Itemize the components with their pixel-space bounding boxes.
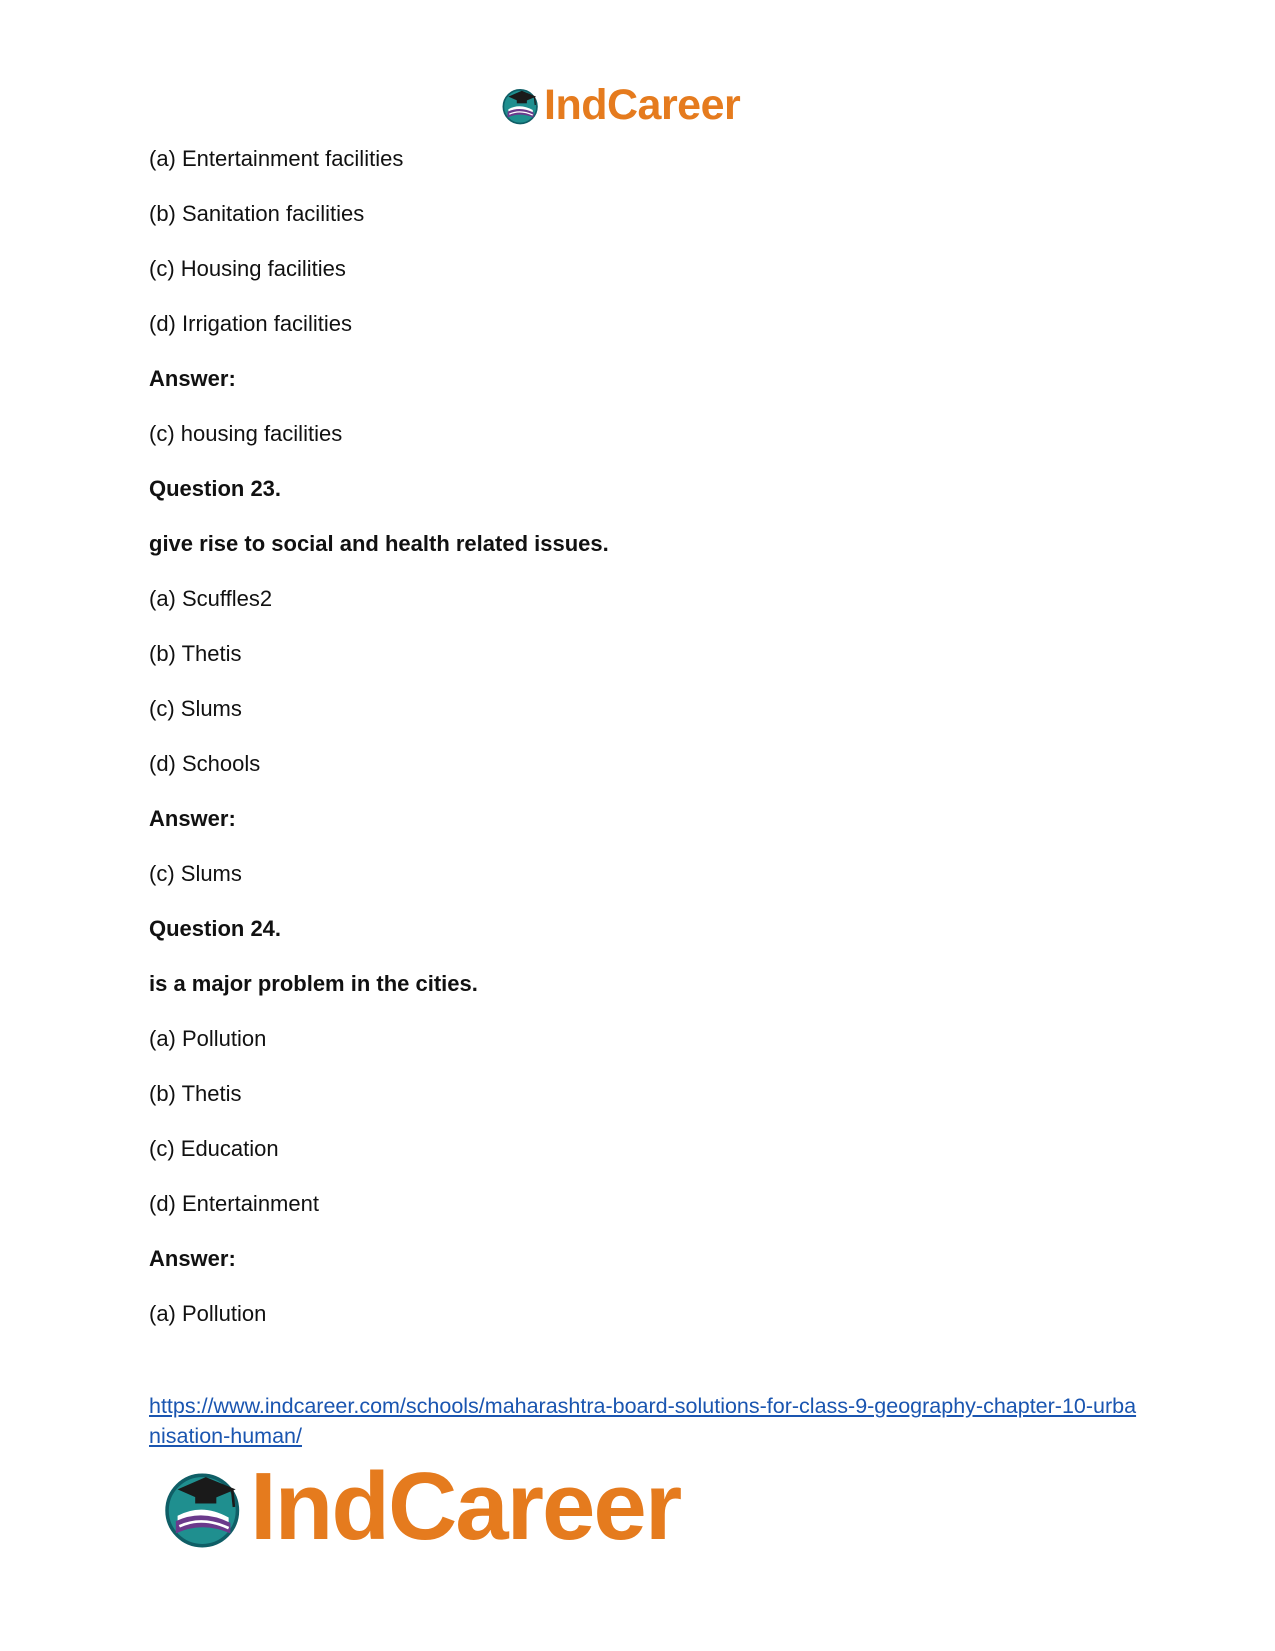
logo-wordmark: IndCareer xyxy=(250,1453,681,1560)
option-line: (b) Thetis xyxy=(149,1081,242,1106)
option-line: (d) Entertainment xyxy=(149,1191,319,1216)
option-line: (c) Housing facilities xyxy=(149,256,346,281)
option-line: (a) Pollution xyxy=(149,1301,267,1326)
answer-label: Answer: xyxy=(149,806,236,831)
globe-mortarboard-book-icon xyxy=(500,84,542,126)
answer-label: Answer: xyxy=(149,1246,236,1271)
logo-wordmark: IndCareer xyxy=(544,80,741,129)
option-line: (c) Slums xyxy=(149,861,242,886)
answer-label: Answer: xyxy=(149,366,236,391)
document-body xyxy=(149,145,1129,1355)
option-line: (a) Pollution xyxy=(149,1026,267,1051)
question-text: is a major problem in the cities. xyxy=(149,971,478,996)
globe-mortarboard-book-icon xyxy=(160,1463,248,1551)
header-logo xyxy=(500,80,740,130)
footer-logo xyxy=(160,1453,681,1560)
option-line: (c) housing facilities xyxy=(149,421,343,446)
question-text: give rise to social and health related issues. xyxy=(149,531,609,556)
option-line: (c) Education xyxy=(149,1136,279,1161)
option-line: (b) Thetis xyxy=(149,641,242,666)
option-line: (c) Slums xyxy=(149,696,242,721)
option-line: (d) Irrigation facilities xyxy=(149,311,352,336)
option-line: (b) Sanitation facilities xyxy=(149,201,365,226)
source-link[interactable]: https://www.indcareer.com/schools/maharashtra-board-solutions-for-class-9-geography-chapter-10-urbanisation-human/ xyxy=(149,1394,1137,1448)
question-heading: Question 24. xyxy=(149,916,282,941)
option-line: (d) Schools xyxy=(149,751,261,776)
option-line: (a) Scuffles2 xyxy=(149,586,273,611)
question-heading: Question 23. xyxy=(149,476,282,501)
option-line: (a) Entertainment facilities xyxy=(149,146,404,171)
